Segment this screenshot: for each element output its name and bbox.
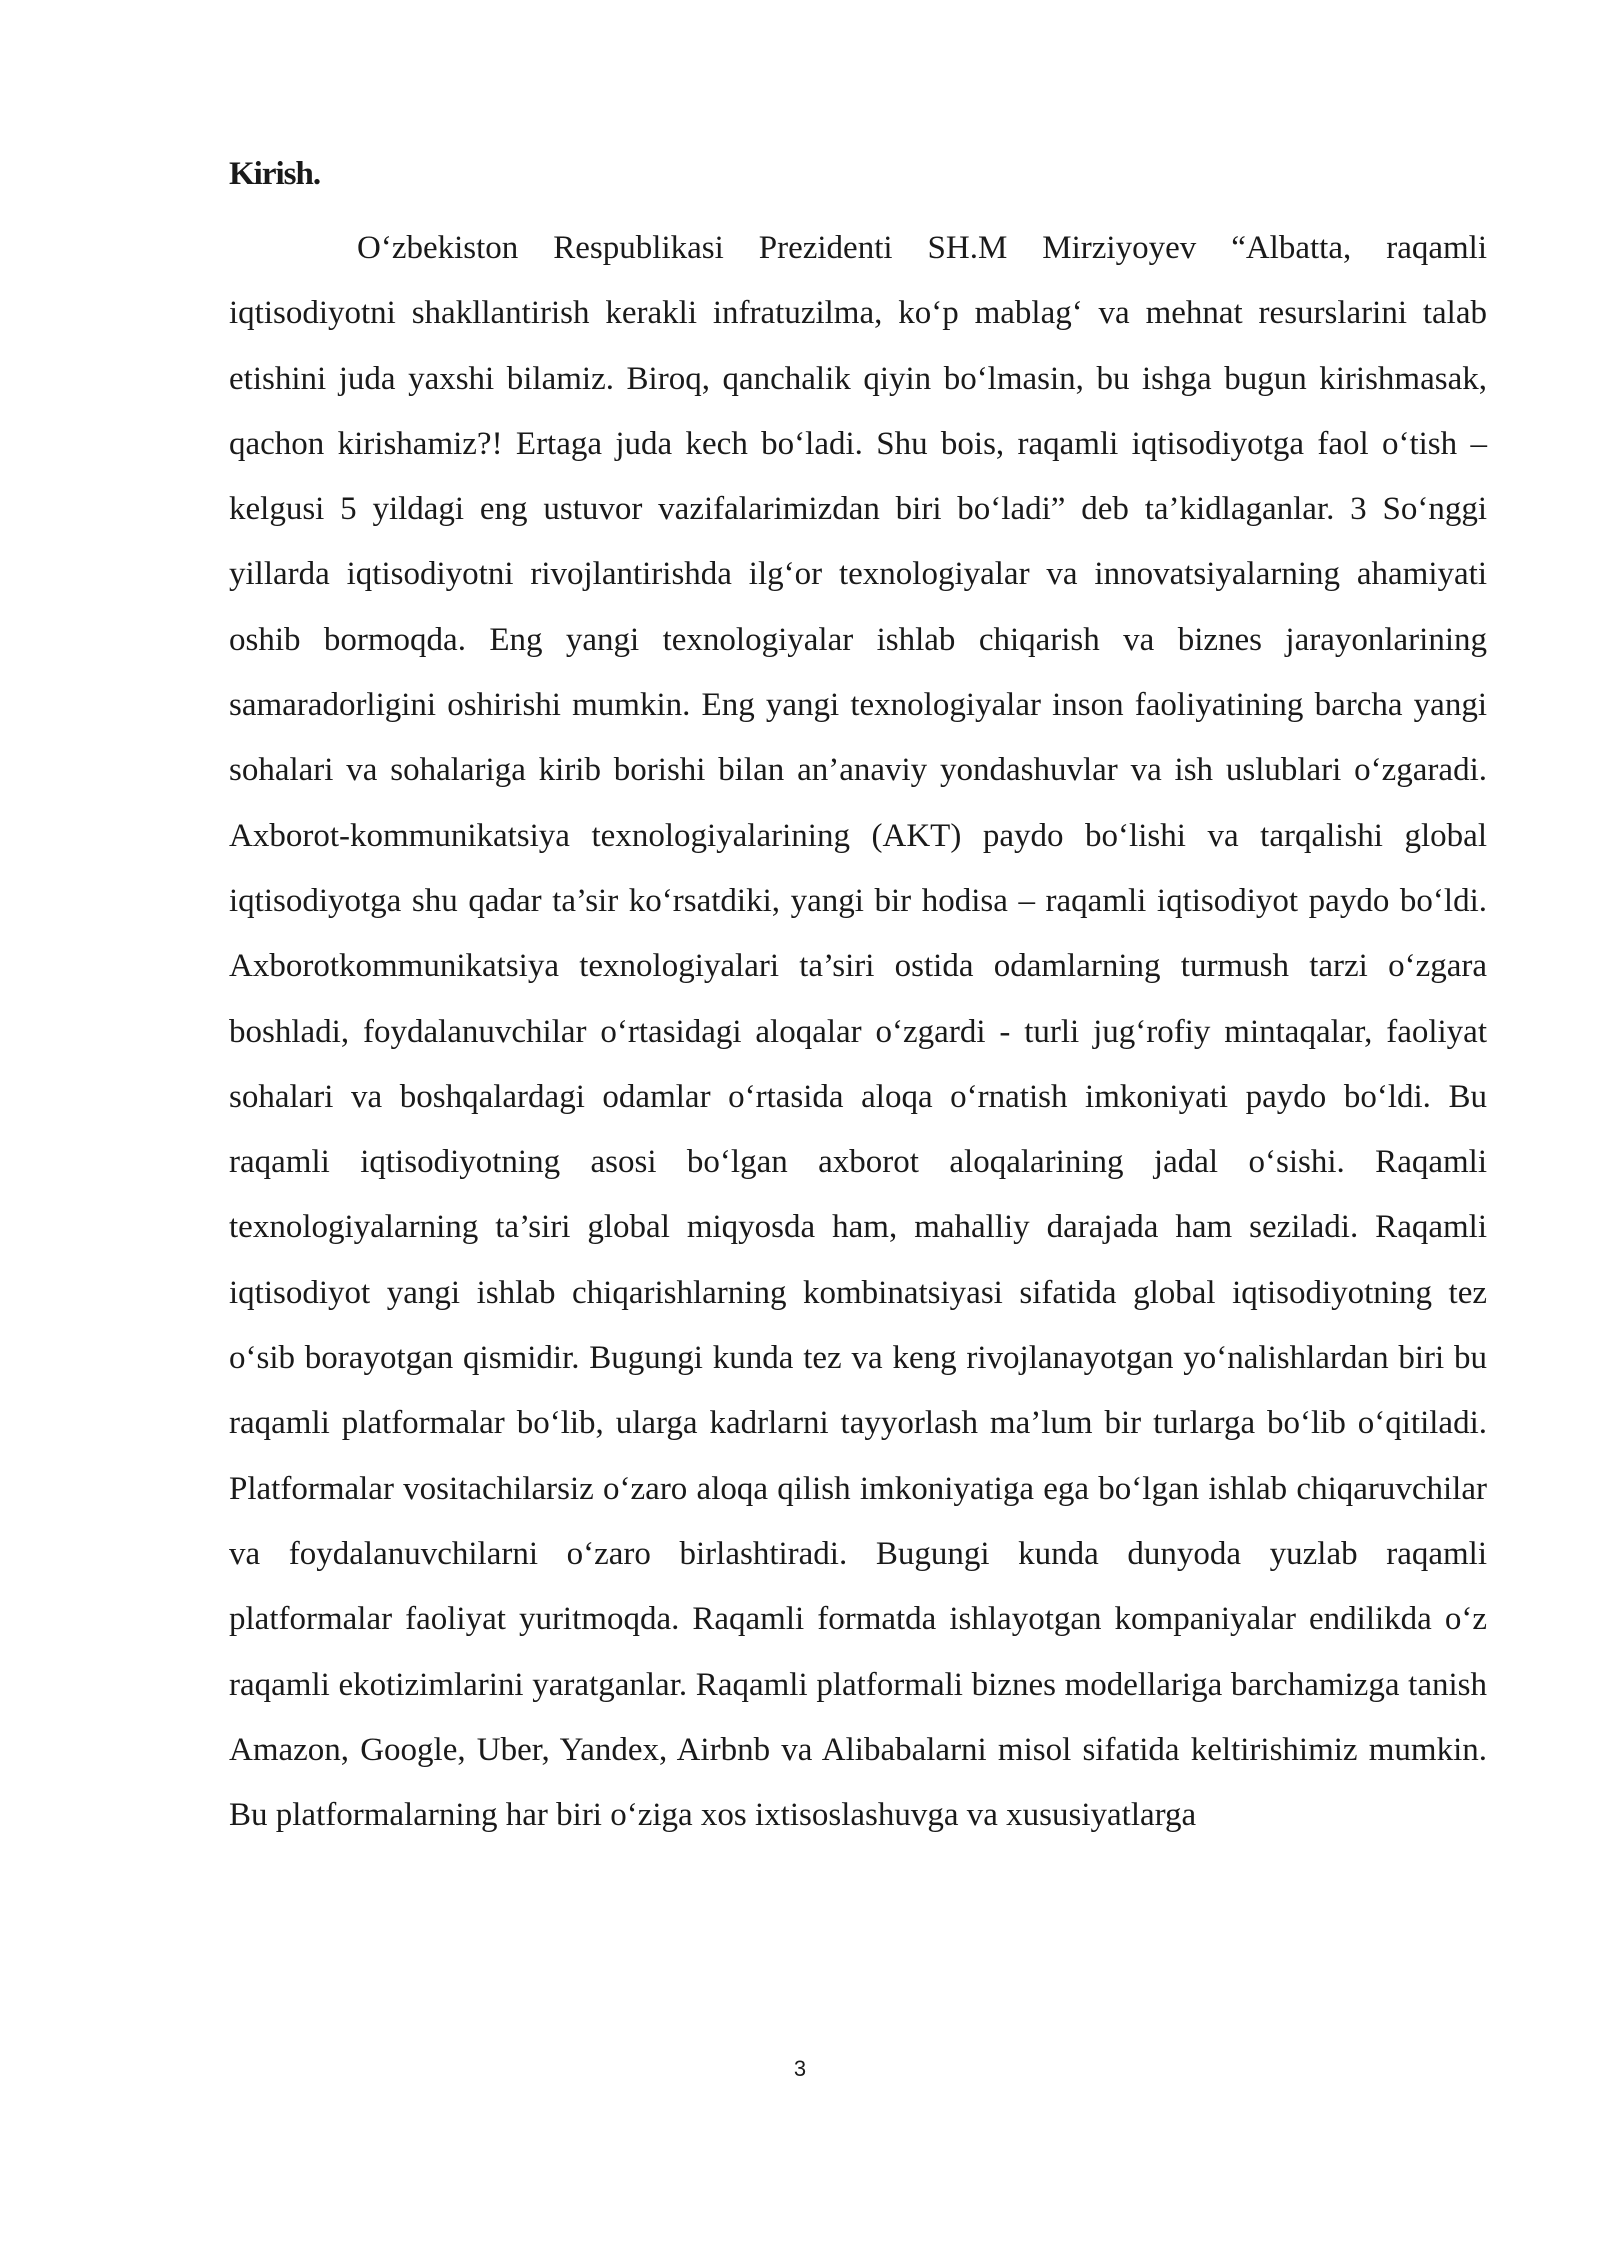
body-paragraph: O‘zbekiston Respublikasi Prezidenti SH.M Mirziyoyev “Albatta, raqamli iqtisodiyotni shakllantirish kerakli infratuzilma, ko‘p mablag‘ va mehnat resurslarini talab etishini juda yaxshi bilamiz. Biroq, qanchalik qiyin bo‘lmasin, bu ishga bugun kirishmasak, qachon kirishamiz?! Ertaga juda kech bo‘ladi. Shu bois, raqamli iqtisodiyotga faol o‘tish – kelgusi 5 yildagi eng ustuvor vazifalarimizdan biri bo‘ladi” deb ta’kidlaganlar. 3 So‘nggi yillarda iqtisodiyotni rivojlantirishda ilg‘or texnologiyalar va innovatsiyalarning ahamiyati oshib bormoqda. Eng yangi texnologiyalar ishlab chiqarish va biznes jarayonlarining samaradorligini oshirishi mumkin. Eng yangi texnologiyalar inson faoliyatining barcha yangi sohalari va sohalariga kirib borishi bilan an’anaviy yondashuvlar va ish uslublari o‘zgaradi. Axborot-kommunikatsiya texnologiyalarining (AKT) paydo bo‘lishi va tarqalishi global iqtisodiyotga shu qadar ta’sir ko‘rsatdiki, yangi bir hodisa – raqamli iqtisodiyot paydo bo‘ldi. Axborotkommunikatsiya texnologiyalari ta’siri ostida odamlarning turmush tarzi o‘zgara boshladi, foydalanuvchilar o‘rtasidagi aloqalar o‘zgardi - turli jug‘rofiy mintaqalar, faoliyat sohalari va boshqalardagi odamlar o‘rtasida aloqa o‘rnatish imkoniyati paydo bo‘ldi. Bu raqamli iqtisodiyotning asosi bo‘lgan axborot aloqalarining jadal o‘sishi. Raqamli texnologiyalarning ta’siri global miqyosda ham, mahalliy darajada ham seziladi. Raqamli iqtisodiyot yangi ishlab chiqarishlarning kombinatsiyasi sifatida global iqtisodiyotning tez o‘sib borayotgan qismidir. Bugungi kunda tez va keng rivojlanayotgan yo‘nalishlardan biri bu raqamli platformalar bo‘lib, ularga kadrlarni tayyorlash ma’lum bir turlarga bo‘lib o‘qitiladi. Platformalar vositachilarsiz o‘zaro aloqa qilish imkoniyatiga ega bo‘lgan ishlab chiqaruvchilar va foydalanuvchilarni o‘zaro birlashtiradi. Bugungi kunda dunyoda yuzlab raqamli platformalar faoliyat yuritmoqda. Raqamli formatda ishlayotgan kompaniyalar endilikda o‘z raqamli ekotizimlarini yaratganlar. Raqamli platformali biznes modellariga barchamizga tanish Amazon, Google, Uber, Yandex, Airbnb va Alibabalarni misol sifatida keltirishimiz mumkin. Bu platformalarning har biri o‘ziga xos ixtisoslashuvga va xususiyatlarga (229, 230, 1487, 1834)
section-heading: Kirish. (229, 156, 321, 192)
page-number: 3 (793, 2056, 807, 2081)
